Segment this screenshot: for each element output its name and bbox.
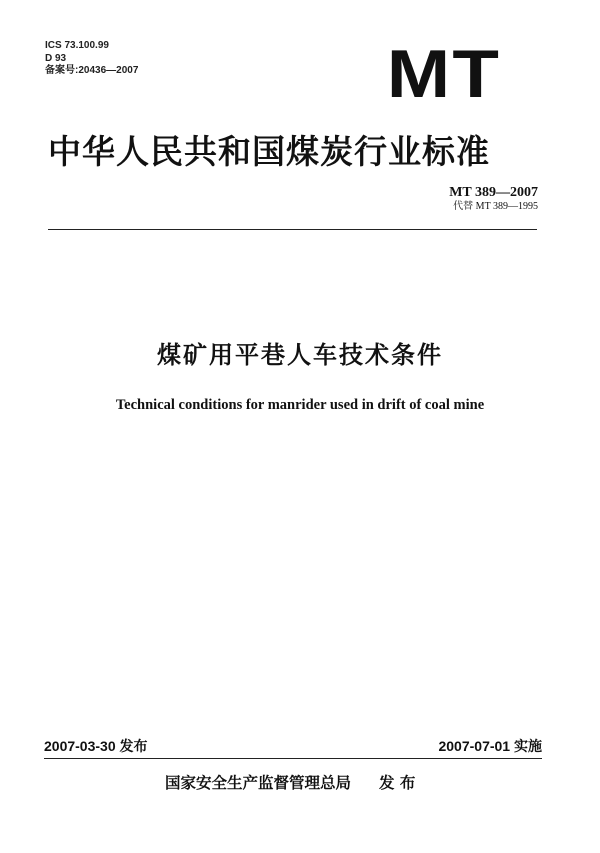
issuer-name: 国家安全生产监督管理总局	[165, 774, 352, 792]
issue-label: 发 布	[379, 774, 416, 792]
footer-divider	[44, 758, 542, 759]
standard-code-block	[449, 185, 538, 213]
ccs-code: D 93	[45, 52, 67, 64]
classification-block	[45, 40, 138, 78]
replaces-standard: 代替 MT 389—1995	[453, 201, 538, 212]
implement-date: 2007-07-01 实施	[438, 738, 542, 754]
record-number: 备案号:20436—2007	[45, 65, 139, 76]
document-title-en: Technical conditions for manrider used in drift of coal mine	[115, 397, 485, 413]
document-title-cn: 煤矿用平巷人车技术条件	[157, 341, 443, 369]
standard-code: MT 389—2007	[449, 185, 538, 200]
mt-logo: MT	[386, 36, 501, 112]
issuer-line	[165, 773, 415, 793]
standard-category-title: 中华人民共和国煤炭行业标准	[48, 132, 490, 171]
publish-date: 2007-03-30 发布	[44, 738, 148, 754]
ics-code: ICS 73.100.99	[45, 40, 109, 51]
header-divider	[48, 229, 537, 230]
